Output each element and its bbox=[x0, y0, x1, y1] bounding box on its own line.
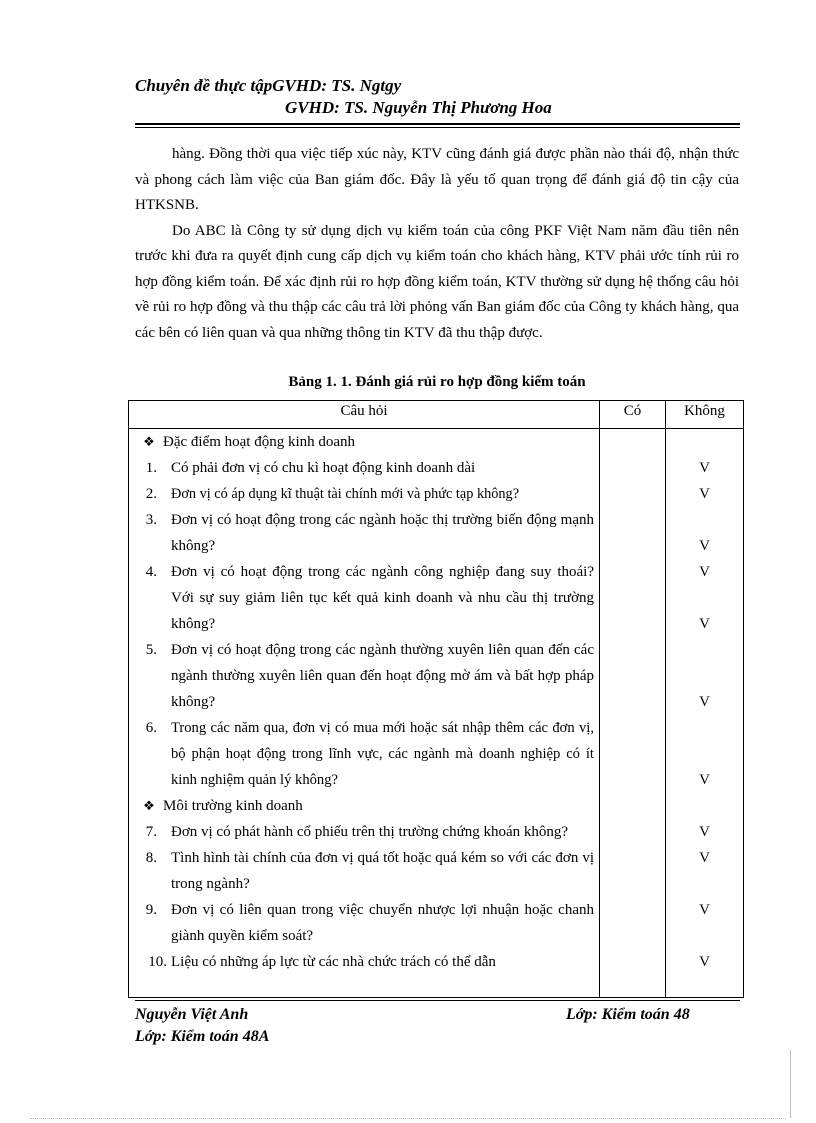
question-text: Đơn vị có hoạt động trong các ngành hoặc thị trường biến động mạnh không? bbox=[171, 512, 594, 554]
row-number: 8. bbox=[145, 850, 157, 866]
row-number: 7. bbox=[145, 824, 157, 840]
header-title-line2: GVHD: TS. Nguyễn Thị Phương Hoa bbox=[285, 98, 552, 117]
no-mark: V bbox=[699, 486, 710, 502]
no-mark: V bbox=[699, 824, 710, 840]
row-number: 2. bbox=[145, 486, 157, 502]
table-row bbox=[129, 897, 744, 949]
section-row bbox=[129, 429, 744, 455]
question-text: Tình hình tài chính của đơn vị quá tốt hoặc quá kém so với các đơn vị trong ngành? bbox=[171, 850, 594, 892]
no-mark: V bbox=[699, 850, 710, 866]
question-text: Đơn vị có áp dụng kĩ thuật tài chính mới và phức tạp không? bbox=[171, 486, 520, 502]
table-row bbox=[129, 715, 744, 793]
row-number: 10. bbox=[148, 954, 167, 970]
table-body bbox=[129, 429, 744, 975]
table-caption: Bảng 1. 1. Đánh giá rủi ro hợp đồng kiểm toán bbox=[288, 374, 586, 390]
footer-author: Nguyễn Việt Anh bbox=[135, 1006, 249, 1023]
header-title-line1: Chuyên đề thực tậpGVHD: TS. Ngtgy bbox=[135, 76, 402, 95]
row-number: 4. bbox=[145, 564, 157, 580]
paragraph-1: hàng. Đồng thời qua việc tiếp xúc này, KTV cũng đánh giá được phần nào thái độ, nhận thức và phong cách làm việc của Ban giám đốc. Đây là yếu tố quan trọng để đánh giá độ tin cậy của HTKSNB. bbox=[135, 146, 739, 213]
row-number: 5. bbox=[145, 642, 157, 658]
no-mark: V bbox=[699, 616, 710, 632]
crop-mark bbox=[790, 1050, 791, 1118]
question-text: Liệu có những áp lực từ các nhà chức trách có thể dẫn bbox=[171, 954, 496, 970]
question-text: Có phải đơn vị có chu kì hoạt động kinh doanh dài bbox=[171, 460, 476, 476]
section-title: Đặc điểm hoạt động kinh doanh bbox=[163, 434, 356, 450]
question-text: Trong các năm qua, đơn vị có mua mới hoặc sát nhập thêm các đơn vị, bộ phận hoạt động trong lĩnh vực, các ngành mà doanh nghiệp có ít kinh nghiệm quản lý không? bbox=[171, 720, 594, 788]
no-mark: V bbox=[699, 564, 710, 580]
row-number: 6. bbox=[145, 720, 157, 736]
section-title: Môi trường kinh doanh bbox=[163, 798, 303, 814]
question-text: Đơn vị có hoạt động trong các ngành thường xuyên liên quan đến các ngành thường xuyên liên quan đến hoạt động mờ ám và bất hợp pháp không? bbox=[171, 642, 594, 710]
no-mark: V bbox=[699, 902, 710, 918]
no-mark: V bbox=[699, 772, 710, 788]
table-row bbox=[129, 507, 744, 559]
row-number: 1. bbox=[145, 460, 157, 476]
diamond-bullet-icon: ❖ bbox=[143, 798, 155, 813]
table-row bbox=[129, 481, 744, 507]
risk-assessment-table bbox=[128, 400, 744, 998]
no-mark: V bbox=[699, 694, 710, 710]
table-row bbox=[129, 455, 744, 481]
paragraph-2: Do ABC là Công ty sử dụng dịch vụ kiểm toán của công PKF Việt Nam năm đầu tiên nên trước khi đưa ra quyết định cung cấp dịch vụ kiểm toán cho khách hàng, KTV phải ước tính rủi ro hợp đồng kiểm toán. Để xác định rủi ro hợp đồng kiểm toán, KTV thường sử dụng hệ thống câu hỏi về rủi ro hợp đồng và thu thập các câu trả lời phỏng vấn Ban giám đốc của Công ty khách hàng, qua các bên có liên quan và qua những thông tin KTV đã thu thập được. bbox=[135, 222, 739, 341]
footer-class-left: Lớp: Kiểm toán 48A bbox=[135, 1028, 270, 1045]
diamond-bullet-icon: ❖ bbox=[143, 434, 155, 449]
table-row bbox=[129, 637, 744, 715]
header-no: Không bbox=[684, 403, 725, 419]
question-text: Đơn vị có phát hành cổ phiếu trên thị trường chứng khoán không? bbox=[171, 824, 569, 840]
header-rule-thick bbox=[135, 123, 740, 125]
footer-rule bbox=[135, 1000, 740, 1001]
question-text: Đơn vị có liên quan trong việc chuyển nhược lợi nhuận hoặc chanh giành quyền kiểm soát? bbox=[171, 902, 594, 944]
header-question: Câu hỏi bbox=[340, 403, 388, 419]
body-text bbox=[135, 142, 739, 346]
row-number: 3. bbox=[145, 512, 157, 528]
no-mark: V bbox=[699, 538, 710, 554]
page-bottom-border bbox=[30, 1118, 786, 1119]
row-number: 9. bbox=[145, 902, 157, 918]
table-row bbox=[129, 949, 744, 975]
section-row bbox=[129, 793, 744, 819]
header-rule-thin bbox=[135, 127, 740, 128]
question-text: Đơn vị có hoạt động trong các ngành công nghiệp đang suy thoái? Với sự suy giảm liên tục kết quả kinh doanh và nhu cầu thị trường không? bbox=[171, 564, 594, 632]
no-mark: V bbox=[699, 460, 710, 476]
table-row bbox=[129, 819, 744, 845]
table-row bbox=[129, 845, 744, 897]
table-row bbox=[129, 559, 744, 637]
footer-class-right: Lớp: Kiểm toán 48 bbox=[566, 1006, 690, 1023]
header-yes: Có bbox=[623, 403, 642, 419]
no-mark: V bbox=[699, 954, 710, 970]
